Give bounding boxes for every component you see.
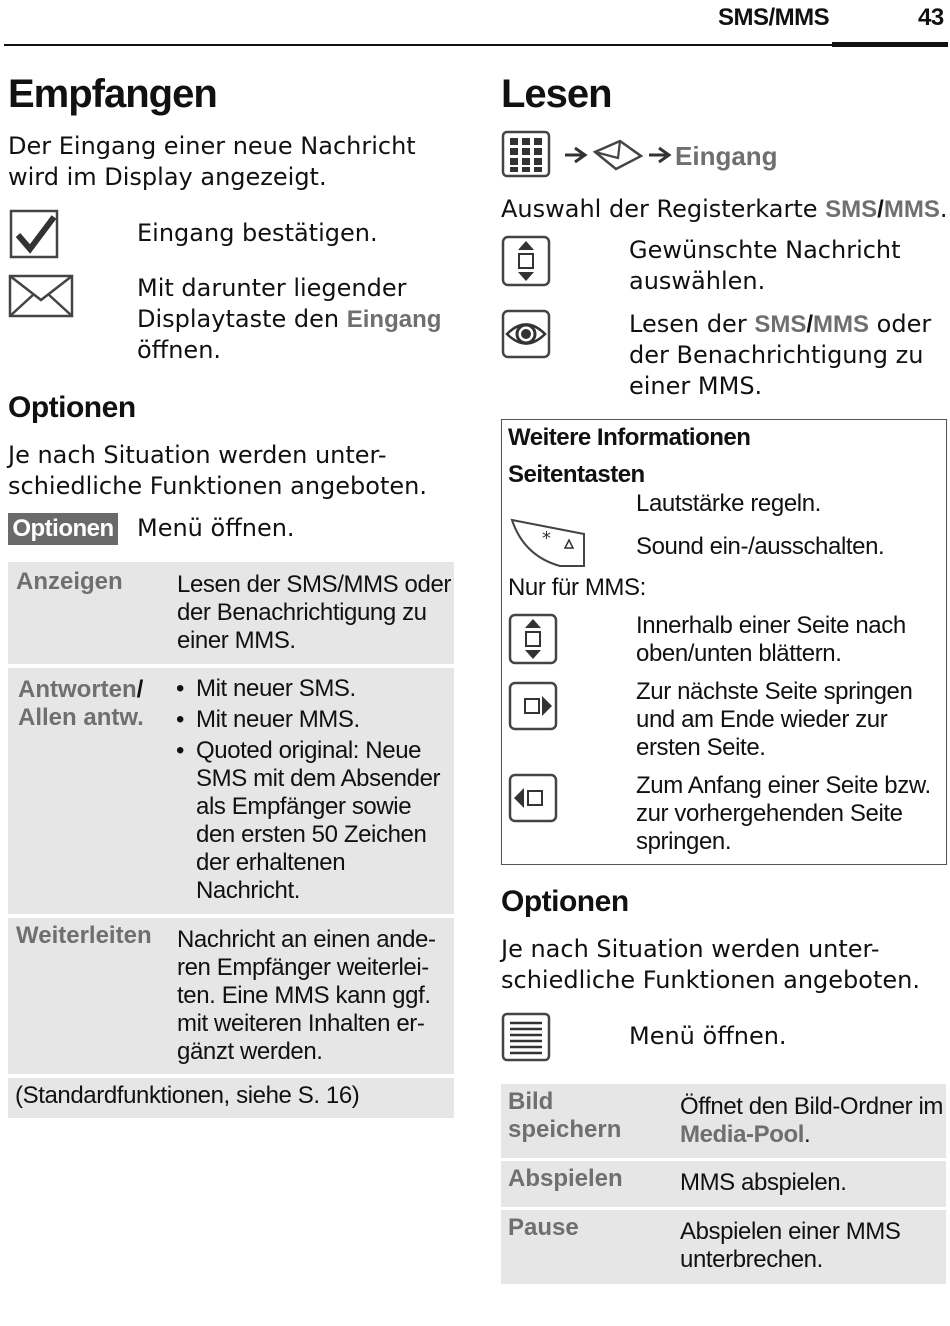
- volume-text: Lautstärke regeln.: [636, 490, 821, 517]
- table-row-antworten: [8, 668, 454, 914]
- table-row-abspielen: [501, 1161, 946, 1207]
- open-line-pre: Displaytaste den: [137, 305, 347, 333]
- row-value-line: Lesen der SMS/MMS oder: [177, 571, 451, 598]
- list-item-text: Mit neuer SMS.: [196, 675, 356, 702]
- header-rule: [4, 44, 948, 46]
- menu-list-icon: [501, 1012, 551, 1062]
- nav-up-down-icon: [501, 235, 551, 287]
- view-eye-icon: [501, 309, 551, 359]
- select-message-text: [629, 235, 901, 297]
- options-intro-left: [8, 440, 427, 502]
- path-inbox-label: Eingang: [675, 141, 778, 171]
- row-value-end: .: [804, 1121, 811, 1148]
- next-line: ersten Seite.: [636, 734, 766, 761]
- intro-text: [8, 131, 416, 193]
- row-key: [508, 1088, 621, 1144]
- tab-text-end: .: [939, 195, 948, 223]
- options-intro-right: [501, 934, 920, 996]
- row-key: Anzeigen: [16, 568, 123, 595]
- row-key-line: Bild: [508, 1088, 554, 1115]
- table-row-weiterleiten: [8, 918, 454, 1074]
- scroll-text: [636, 612, 906, 668]
- tab-sms-key: SMS: [825, 196, 878, 223]
- table-row-bild-speichern: [501, 1084, 946, 1158]
- select-line: auswählen.: [629, 267, 766, 295]
- read-line: der Benachrichtigung zu: [629, 341, 924, 369]
- options-intro-line: schiedliche Funktionen angeboten.: [8, 472, 427, 500]
- row-value-line: gänzt werden.: [177, 1038, 323, 1065]
- menu-grid-icon: [501, 130, 551, 178]
- row-value-line: mit weiteren Inhalten er-: [177, 1010, 425, 1037]
- row-key: [18, 676, 144, 732]
- list-item-line: als Empfänger sowie: [196, 793, 412, 820]
- nav-right-icon: [508, 681, 558, 731]
- checkbox-icon: [9, 209, 59, 259]
- row-value-line: unterbrechen.: [680, 1246, 823, 1273]
- options-menu-left: Menü öffnen.: [137, 514, 295, 542]
- message-envelope-icon: [592, 138, 644, 172]
- row-key: Pause: [508, 1214, 579, 1241]
- list-item-text: Mit neuer MMS.: [196, 706, 360, 733]
- row-key-line: speichern: [508, 1116, 622, 1143]
- row-value-line: ren Empfänger weiterlei-: [177, 954, 429, 981]
- intro-line: wird im Display angezeigt.: [8, 163, 327, 191]
- read-mms-key: MMS: [813, 311, 870, 338]
- mms-only-label: Nur für MMS:: [508, 574, 646, 601]
- row-key: Abspielen: [508, 1165, 623, 1192]
- row-value-line: Nachricht an einen ande-: [177, 926, 436, 953]
- row-key-part: Allen antw.: [18, 704, 144, 731]
- row-key-separator: /: [136, 676, 144, 703]
- prev-line: springen.: [636, 828, 732, 855]
- row-value-line: [680, 1121, 943, 1149]
- read-separator: /: [806, 311, 814, 338]
- row-value-line: Abspielen einer MMS: [680, 1218, 901, 1245]
- options-heading-right: Optionen: [501, 885, 629, 918]
- confirm-text: Eingang bestätigen.: [137, 219, 378, 247]
- prev-line: zur vorhergehenden Seite: [636, 800, 903, 827]
- row-value-line: einer MMS.: [177, 627, 296, 654]
- scroll-line: Innerhalb einer Seite nach: [636, 612, 906, 639]
- list-item-line: den ersten 50 Zeichen: [196, 821, 427, 848]
- sound-toggle-text: Sound ein-/ausschalten.: [636, 533, 885, 560]
- read-line: [629, 309, 931, 340]
- page-number: 43: [918, 4, 944, 31]
- options-intro-line: schiedliche Funktionen angeboten.: [501, 966, 920, 994]
- next-line: und am Ende wieder zur: [636, 706, 888, 733]
- open-line: öffnen.: [137, 336, 222, 364]
- table-row-anzeigen: [8, 562, 454, 664]
- row-value: [177, 571, 451, 655]
- open-line: Mit darunter liegender: [137, 274, 407, 302]
- arrow-right-icon: [563, 145, 589, 165]
- options-heading-left: Optionen: [8, 391, 136, 424]
- list-item: [176, 737, 440, 905]
- row-value: MMS abspielen.: [680, 1169, 847, 1196]
- read-line: einer MMS.: [629, 372, 763, 400]
- next-page-text: [636, 678, 912, 762]
- select-line: Gewünschte Nachricht: [629, 236, 901, 264]
- row-value-line: der Benachrichtigung zu: [177, 599, 427, 626]
- next-line: Zur nächste Seite springen: [636, 678, 913, 705]
- row-value-line: ten. Eine MMS kann ggf.: [177, 982, 431, 1009]
- intro-line: Der Eingang einer neue Nachricht: [8, 132, 416, 160]
- tab-separator: /: [877, 196, 884, 223]
- options-softkey-badge: Optionen: [8, 513, 118, 545]
- arrow-right-icon: [647, 145, 673, 165]
- table-footer-row: [8, 1078, 454, 1118]
- options-intro-line: Je nach Situation werden unter-: [501, 935, 880, 963]
- star-key-icon: [510, 516, 588, 570]
- read-post: oder: [869, 310, 932, 338]
- info-subtitle: Seitentasten: [508, 461, 645, 488]
- row-value: [177, 926, 436, 1066]
- running-header-section: SMS/MMS: [718, 4, 830, 31]
- read-sms-key: SMS: [754, 311, 807, 338]
- read-message-text: [629, 309, 931, 402]
- row-key: Weiterleiten: [16, 922, 152, 949]
- svg-text:*: *: [542, 528, 551, 549]
- nav-left-icon: [508, 773, 558, 823]
- scroll-line: oben/unten blättern.: [636, 640, 842, 667]
- row-value-line: Öffnet den Bild-Ordner im: [680, 1093, 944, 1120]
- options-menu-right: Menü öffnen.: [629, 1022, 787, 1050]
- row-bullet-list: [176, 675, 440, 905]
- info-title: Weitere Informationen: [508, 424, 751, 451]
- info-box: [501, 419, 947, 865]
- tab-selection-text: [501, 194, 947, 225]
- list-item-line: Nachricht.: [196, 877, 301, 904]
- tab-mms-key: MMS: [883, 196, 940, 223]
- list-item-line: der erhaltenen: [196, 849, 346, 876]
- list-item: [176, 675, 440, 703]
- table-row-pause: [501, 1210, 946, 1284]
- list-item-line: • Quoted original: Neue: [196, 737, 422, 764]
- section-title-empfangen: Empfangen: [8, 72, 217, 116]
- nav-up-down-icon: [508, 613, 558, 665]
- prev-page-text: [636, 772, 931, 856]
- open-line: [137, 304, 441, 335]
- header-rule-thick: [832, 42, 948, 47]
- read-pre: Lesen der: [629, 310, 755, 338]
- eingang-softkey: Eingang: [346, 306, 442, 333]
- row-value: [680, 1093, 943, 1149]
- row-value: [680, 1218, 901, 1274]
- standard-functions-note: (Standardfunktionen, siehe S. 16): [15, 1082, 360, 1109]
- row-key-part: Antworten: [18, 676, 137, 703]
- envelope-icon: [8, 274, 74, 318]
- section-title-lesen: Lesen: [501, 72, 612, 116]
- media-pool-key: Media-Pool: [680, 1121, 805, 1148]
- list-item: [176, 706, 440, 734]
- list-item-line: SMS mit dem Absender: [196, 765, 441, 792]
- prev-line: Zum Anfang einer Seite bzw.: [636, 772, 931, 799]
- open-text: [137, 273, 441, 366]
- options-intro-line: Je nach Situation werden unter-: [8, 441, 387, 469]
- tab-text-pre: Auswahl der Registerkarte: [501, 195, 826, 223]
